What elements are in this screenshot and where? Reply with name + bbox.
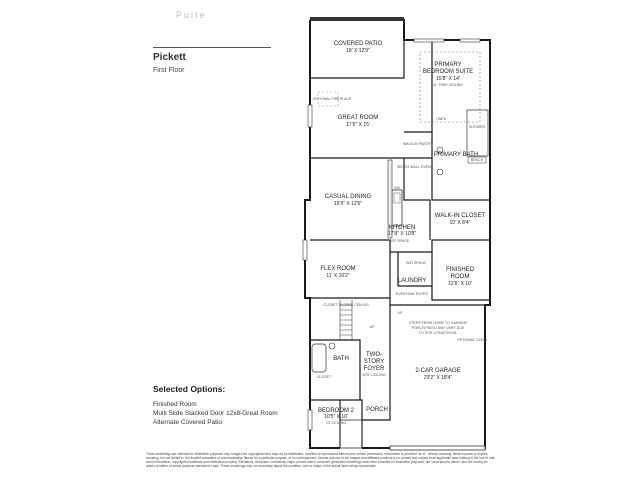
walk-in-pantry-label: WALK-IN PANTRY	[402, 142, 434, 146]
micro-wall-oven-label: MICRO WALL OVEN	[397, 165, 431, 169]
garage-dim: 23'2" X 18'4"	[423, 375, 453, 381]
window	[460, 39, 480, 42]
selected-option: Finished Room	[153, 401, 197, 408]
selected-options-heading: Selected Options:	[153, 384, 226, 394]
kitchen-label: KITCHEN	[388, 225, 416, 231]
interior-wall	[310, 340, 360, 400]
foyer-ceiling: 20'5" CEILING	[362, 373, 386, 377]
stairs-up-label: UP	[369, 325, 375, 329]
up-label: UP	[397, 311, 403, 315]
finished-room-label: FINISHED	[445, 267, 475, 273]
ref-space-label: REF SPACE	[388, 239, 410, 243]
great-room-dim: 17'6" X 15'	[346, 122, 370, 128]
interior-wall	[404, 40, 432, 132]
vanity-sink	[437, 169, 443, 175]
window	[308, 105, 312, 127]
primary-bedroom-label-2: BEDROOM SUITE	[422, 69, 474, 75]
covered-patio-label: COVERED PATIO	[333, 41, 383, 47]
primary-bedroom-ceiling: 11' TRAY CEILING	[433, 83, 463, 87]
walk-in-closet-label: WALK-IN CLOSET	[434, 213, 486, 219]
garage-label: 2-CAR GARAGE	[415, 368, 461, 374]
selected-option: Alternate Covered Patio	[153, 419, 223, 426]
optional-fireplace-label: OPTIONAL FIREPLACE	[312, 97, 352, 101]
window	[414, 39, 444, 42]
casual-dining-dim: 15'9" X 12'6"	[333, 201, 363, 207]
bedroom-2-label: BEDROOM 2	[317, 408, 355, 414]
great-room-label: GREAT ROOM	[337, 115, 379, 121]
finished-room-label-2: ROOM	[450, 274, 470, 280]
covered-patio-dim: 18' X 12'9"	[346, 48, 370, 54]
patio-door-header	[310, 17, 404, 21]
bath-label: BATH	[333, 356, 349, 362]
casual-dining-label: CASUAL DINING	[324, 194, 372, 200]
tub	[312, 344, 326, 372]
shower-label: SHOWER	[468, 125, 486, 129]
window	[308, 410, 312, 430]
bedroom-2-dim: 10'5" X 10'	[324, 414, 348, 420]
garage-door	[390, 446, 485, 450]
porch-label: PORCH	[366, 407, 388, 413]
foyer-label-2: STORY	[363, 359, 385, 365]
optional-door-label: OPTIONAL DOOR	[457, 338, 487, 342]
toilet	[329, 343, 335, 349]
shower-stall	[467, 110, 488, 156]
kitchen-dim: 17'8" X 10'8"	[387, 231, 417, 237]
brand-logo: Pulte	[176, 10, 207, 20]
walk-in-closet-dim: 10' X 8'4"	[449, 220, 471, 226]
flex-room-label: FLEX ROOM	[320, 266, 356, 272]
foyer-label-1: TWO-	[366, 352, 382, 358]
plan-name: Pickett	[153, 52, 186, 63]
finished-room-dim: 12'6" X 10'	[448, 281, 472, 287]
dishwasher-label: DW	[394, 186, 400, 190]
foyer-label-3: FOYER	[363, 366, 385, 372]
legal-disclaimer: These renderings are intended for illustrative purposes only. Images are copyrighted and may not be distributed, modified or reproduced without prior written permission. Information is provided "as is", without warranty, either express or implied, including, but not limited to, the implied warranties of merchantability, fitness for a particular purpose, or non-infringement. Access and use of the images and affiliated products is on a basis and subject to all applicable laws relating to the use of real-world information, copyrighted materials and intellectual property. Elevations, floorplans, community maps, photos and/or computer generated renderings have been provided for illustrative purposes, are conceptual in nature, and are merely an artist's rendition of actual products intended for sale. These renderings may not accurately depict the condition, size or shape of the actual items being represented.	[146, 452, 496, 468]
everyday-entry-label: EVERYDAY ENTRY	[395, 292, 429, 296]
laundry-label: LAUNDRY	[397, 278, 427, 284]
linen-label: LINEN	[435, 117, 447, 121]
steps-note-3: TO SITE CONDITIONS.	[418, 331, 458, 335]
primary-bedroom-dim: 15'8" X 14'	[436, 76, 460, 82]
primary-bath-label: PRIMARY BATH	[433, 152, 479, 158]
closet-sloped-ceiling-label: CLOSET SLOPED CEILING	[323, 303, 369, 307]
flex-room-dim: 11' X 10'2"	[326, 273, 350, 279]
closet-label: CLOSET	[316, 375, 332, 379]
steps-note-2: PORCH/ PATIO MAY VARY DUE	[411, 326, 465, 330]
wd-space-label: W/D SPACE	[406, 261, 426, 265]
bench-label: BENCH	[470, 158, 484, 162]
window	[303, 240, 307, 260]
bedroom-2-ceiling: 10' CEILING	[325, 421, 347, 425]
kitchen-island	[392, 190, 402, 226]
selected-option: Multi Slide Stacked Door 12x8-Great Room	[153, 410, 278, 417]
steps-note-1: STEPS FROM HOME TO GARAGE/	[408, 321, 468, 325]
floor-label: First Floor	[153, 67, 185, 74]
interior-wall	[432, 132, 490, 200]
primary-bedroom-label: PRIMARY	[434, 62, 462, 68]
